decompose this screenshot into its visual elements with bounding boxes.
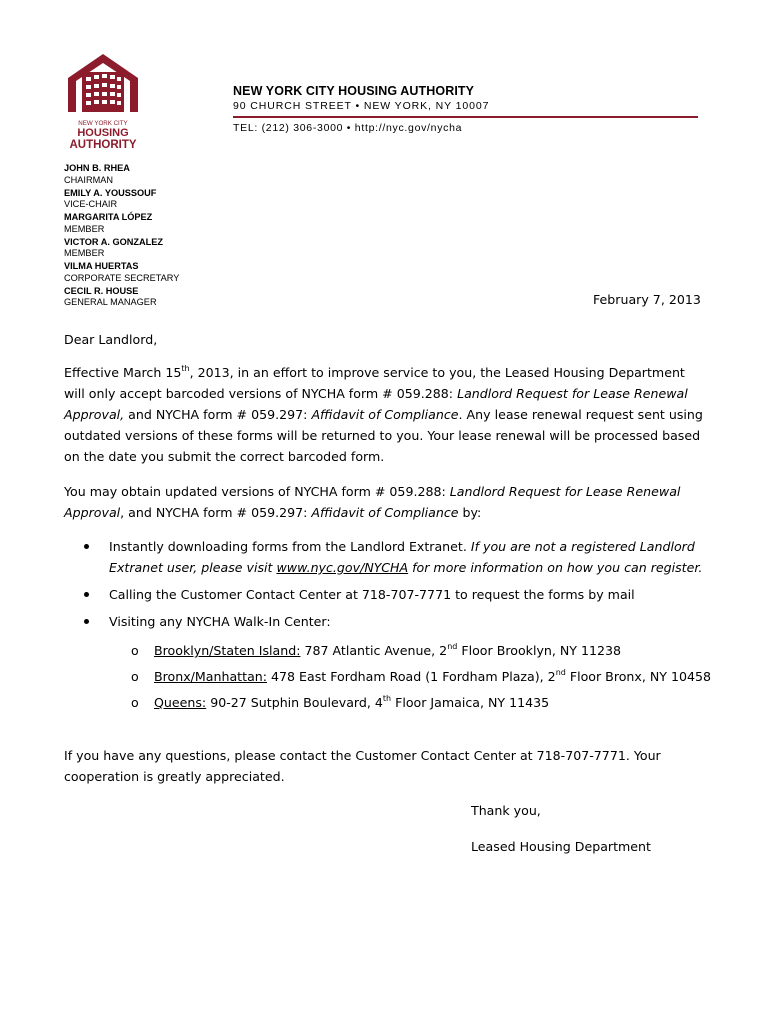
svg-text:NEW YORK CITY: NEW YORK CITY <box>78 120 128 127</box>
svg-text:AUTHORITY: AUTHORITY <box>69 139 137 150</box>
form-title: Landlord Request for Lease Renewal Approval, <box>64 386 688 422</box>
organization-contact: TEL: (212) 306-3000 • http://nyc.gov/nycha <box>233 122 463 134</box>
nycha-website-link[interactable]: www.nyc.gov/NYCHA <box>276 560 409 575</box>
organization-title: NEW YORK CITY HOUSING AUTHORITY <box>233 84 475 98</box>
list-item: o Brooklyn/Staten Island: 787 Atlantic Avenue, 2nd Floor Brooklyn, NY 11238 <box>130 640 750 661</box>
center-label: Queens: <box>154 695 207 710</box>
walk-in-centers-list <box>130 640 750 718</box>
list-item: o Queens: 90-27 Sutphin Boulevard, 4th Floor Jamaica, NY 11435 <box>130 692 750 713</box>
sub-bullet-icon: o <box>131 695 139 710</box>
center-label: Brooklyn/Staten Island: <box>154 643 301 658</box>
list-item: o Bronx/Manhattan: 478 East Fordham Road (1 Fordham Plaza), 2nd Floor Bronx, NY 10458 <box>130 666 750 687</box>
center-label: Bronx/Manhattan: <box>154 669 268 684</box>
form-title: Affidavit of Compliance <box>311 407 459 422</box>
svg-text:HOUSING: HOUSING <box>77 127 129 139</box>
signature: Leased Housing Department <box>471 839 651 854</box>
sub-bullet-icon: o <box>131 643 139 658</box>
list-item: Calling the Customer Contact Center at 718-707-7771 to request the forms by mail <box>84 584 724 605</box>
letter-date: February 7, 2013 <box>593 292 701 307</box>
nycha-building-logo-icon <box>64 50 142 150</box>
paragraph-effective-date: Effective March 15th, 2013, in an effort to improve service to you, the Leased Housing Department will only accept barcoded versions of NYCHA form # 059.288: Landlord Request for Lease Renewal Approval, and NYCHA form # 059.297: Affidavit of Compliance. Any lease renewal request sent using outdated versions of these forms will be returned to you. Your lease renewal will be processed based on the date you submit the correct barcoded form. <box>64 364 703 464</box>
board-member <box>64 163 244 186</box>
salutation: Dear Landlord, <box>64 332 158 347</box>
organization-address: 90 CHURCH STREET • NEW YORK, NY 10007 <box>233 100 490 112</box>
board-member <box>64 237 244 260</box>
board-member-name: VICTOR A. GONZALEZ <box>64 236 164 247</box>
closing: Thank you, <box>471 803 541 818</box>
board-member <box>64 188 244 211</box>
board-member-name: CECIL R. HOUSE <box>64 285 139 296</box>
methods-list <box>84 536 724 638</box>
bullet-icon <box>84 544 89 549</box>
board-member-role: CHAIRMAN <box>64 174 114 185</box>
board-member-name: EMILY A. YOUSSOUF <box>64 187 157 198</box>
board-member <box>64 212 244 235</box>
form-title: Affidavit of Compliance <box>311 505 459 520</box>
board-member-role: MEMBER <box>64 248 105 258</box>
board-member-role: GENERAL MANAGER <box>64 297 157 307</box>
board-member <box>64 286 244 309</box>
board-member-name: JOHN B. RHEA <box>64 163 130 173</box>
board-member-role: VICE-CHAIR <box>64 199 118 209</box>
header-divider <box>233 116 698 118</box>
form-title: Landlord Request for Lease Renewal Approval <box>64 484 681 520</box>
nycha-logo <box>64 50 142 150</box>
paragraph-obtain-forms: You may obtain updated versions of NYCHA form # 059.288: Landlord Request for Lease Renewal Approval, and NYCHA form # 059.297: Affidavit of Compliance by: <box>64 484 681 520</box>
board-member-name: VILMA HUERTAS <box>64 261 139 271</box>
list-item: Instantly downloading forms from the Landlord Extranet. If you are not a registered Landlord Extranet user, please visit www.nyc.gov/NYCHA for more information on how you can register. <box>84 536 724 578</box>
board-member-role: CORPORATE SECRETARY <box>64 272 180 283</box>
sub-bullet-icon: o <box>131 669 139 684</box>
bullet-icon <box>84 619 89 624</box>
board-members-list <box>64 163 244 310</box>
paragraph-questions: If you have any questions, please contact the Customer Contact Center at 718-707-7771. Your cooperation is greatly appreciated. <box>64 748 661 784</box>
bullet-icon <box>84 592 89 597</box>
board-member <box>64 261 244 284</box>
board-member-role: MEMBER <box>64 223 105 234</box>
list-item: Visiting any NYCHA Walk-In Center: <box>84 611 724 632</box>
board-member-name: MARGARITA LÓPEZ <box>64 212 153 222</box>
